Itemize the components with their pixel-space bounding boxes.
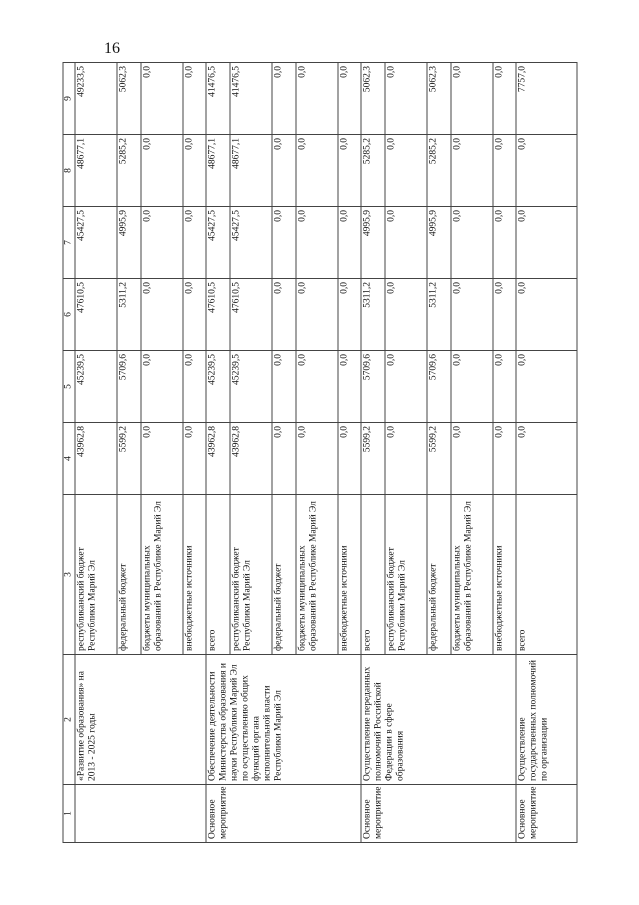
value-cell: 0,0	[182, 422, 206, 494]
value-cell: 0,0	[140, 206, 182, 278]
value-cell: 0,0	[337, 134, 361, 206]
value-cell: 5311,2	[361, 278, 385, 350]
funding-source-cell: федеральный бюджет	[117, 494, 141, 654]
value-cell: 5599,2	[361, 422, 385, 494]
value-cell: 0,0	[492, 62, 516, 134]
value-cell: 0,0	[337, 62, 361, 134]
funding-source-cell: бюджеты муниципальных образований в Республике Марий Эл	[295, 494, 337, 654]
funding-source-cell: республиканский бюджет Республики Марий Эл	[75, 494, 117, 654]
table-header-row	[63, 62, 75, 842]
value-cell: 7757,0	[516, 62, 577, 134]
value-cell: 0,0	[337, 206, 361, 278]
budget-table-container	[62, 63, 577, 843]
value-cell: 0,0	[337, 278, 361, 350]
value-cell: 0,0	[516, 422, 577, 494]
value-cell: 41476,5	[206, 62, 230, 134]
value-cell: 0,0	[140, 350, 182, 422]
activity-type-cell: Основное мероприятие	[361, 784, 516, 842]
column-header: 7	[63, 206, 75, 278]
table-row	[75, 62, 117, 842]
value-cell: 0,0	[272, 350, 296, 422]
value-cell: 0,0	[272, 206, 296, 278]
value-cell: 0,0	[384, 278, 426, 350]
value-cell: 0,0	[492, 350, 516, 422]
value-cell: 0,0	[384, 422, 426, 494]
activity-name-cell: «Развитие образования» на 2013 - 2025 годы	[75, 654, 206, 784]
funding-source-cell: всего	[516, 494, 577, 654]
value-cell: 0,0	[516, 350, 577, 422]
value-cell: 0,0	[492, 278, 516, 350]
column-header: 1	[63, 784, 75, 842]
value-cell: 0,0	[450, 350, 492, 422]
table-row	[516, 62, 577, 842]
value-cell: 4995,9	[427, 206, 451, 278]
value-cell: 45427,5	[229, 206, 271, 278]
value-cell: 0,0	[272, 278, 296, 350]
value-cell: 0,0	[516, 134, 577, 206]
value-cell: 5062,3	[361, 62, 385, 134]
value-cell: 0,0	[450, 206, 492, 278]
column-header: 5	[63, 350, 75, 422]
value-cell: 4995,9	[361, 206, 385, 278]
value-cell: 0,0	[450, 62, 492, 134]
table-body	[75, 62, 577, 842]
value-cell: 5599,2	[117, 422, 141, 494]
value-cell: 45239,5	[75, 350, 117, 422]
value-cell: 0,0	[450, 278, 492, 350]
value-cell: 0,0	[182, 206, 206, 278]
value-cell: 0,0	[182, 134, 206, 206]
value-cell: 5285,2	[427, 134, 451, 206]
table-row	[206, 62, 230, 842]
value-cell: 45239,5	[229, 350, 271, 422]
column-header: 2	[63, 654, 75, 784]
value-cell: 0,0	[492, 134, 516, 206]
value-cell: 0,0	[384, 62, 426, 134]
value-cell: 0,0	[295, 422, 337, 494]
value-cell: 0,0	[182, 350, 206, 422]
value-cell: 0,0	[492, 206, 516, 278]
activity-type-cell: Основное мероприятие	[516, 784, 577, 842]
value-cell: 43962,8	[206, 422, 230, 494]
value-cell: 47610,5	[229, 278, 271, 350]
value-cell: 0,0	[295, 134, 337, 206]
value-cell: 0,0	[140, 278, 182, 350]
value-cell: 48677,1	[75, 134, 117, 206]
value-cell: 5709,6	[361, 350, 385, 422]
funding-source-cell: республиканский бюджет Республики Марий Эл	[384, 494, 426, 654]
value-cell: 0,0	[140, 422, 182, 494]
value-cell: 0,0	[295, 278, 337, 350]
value-cell: 5709,6	[117, 350, 141, 422]
activity-name-cell: Обеспечение деятельности Министерства образования и науки Республики Марий Эл по осуществлению общих функций органа исполнительной власти Республики Марий Эл	[206, 654, 361, 784]
value-cell: 0,0	[295, 62, 337, 134]
value-cell: 5285,2	[117, 134, 141, 206]
value-cell: 48677,1	[206, 134, 230, 206]
funding-source-cell: всего	[206, 494, 230, 654]
value-cell: 5311,2	[427, 278, 451, 350]
activity-type-cell	[75, 784, 206, 842]
funding-source-cell: внебюджетные источники	[337, 494, 361, 654]
value-cell: 47610,5	[206, 278, 230, 350]
funding-source-cell: федеральный бюджет	[427, 494, 451, 654]
funding-source-cell: федеральный бюджет	[272, 494, 296, 654]
funding-source-cell: внебюджетные источники	[182, 494, 206, 654]
value-cell: 0,0	[384, 134, 426, 206]
value-cell: 43962,8	[75, 422, 117, 494]
column-header: 4	[63, 422, 75, 494]
value-cell: 49233,5	[75, 62, 117, 134]
value-cell: 4995,9	[117, 206, 141, 278]
value-cell: 0,0	[272, 422, 296, 494]
value-cell: 0,0	[272, 134, 296, 206]
value-cell: 0,0	[516, 278, 577, 350]
activity-name-cell: Осуществление переданных полномочий Российской Федерации в сфере образования	[361, 654, 516, 784]
value-cell: 0,0	[295, 206, 337, 278]
value-cell: 45239,5	[206, 350, 230, 422]
value-cell: 5285,2	[361, 134, 385, 206]
value-cell: 47610,5	[75, 278, 117, 350]
value-cell: 0,0	[182, 62, 206, 134]
funding-source-cell: республиканский бюджет Республики Марий Эл	[229, 494, 271, 654]
value-cell: 5062,3	[427, 62, 451, 134]
value-cell: 5599,2	[427, 422, 451, 494]
activity-name-cell: Осуществление государственных полномочий по организации	[516, 654, 577, 784]
column-header: 9	[63, 62, 75, 134]
column-header: 6	[63, 278, 75, 350]
funding-source-cell: бюджеты муниципальных образований в Республике Марий Эл	[140, 494, 182, 654]
value-cell: 0,0	[295, 350, 337, 422]
table-row	[361, 62, 385, 842]
value-cell: 0,0	[384, 350, 426, 422]
value-cell: 0,0	[492, 422, 516, 494]
value-cell: 43962,8	[229, 422, 271, 494]
value-cell: 0,0	[337, 422, 361, 494]
value-cell: 41476,5	[229, 62, 271, 134]
value-cell: 0,0	[140, 134, 182, 206]
budget-table	[62, 62, 577, 843]
value-cell: 5709,6	[427, 350, 451, 422]
value-cell: 0,0	[337, 350, 361, 422]
value-cell: 0,0	[516, 206, 577, 278]
value-cell: 0,0	[140, 62, 182, 134]
funding-source-cell: внебюджетные источники	[492, 494, 516, 654]
value-cell: 0,0	[450, 134, 492, 206]
value-cell: 5311,2	[117, 278, 141, 350]
value-cell: 0,0	[182, 278, 206, 350]
activity-type-cell: Основное мероприятие	[206, 784, 361, 842]
column-header: 8	[63, 134, 75, 206]
value-cell: 0,0	[384, 206, 426, 278]
column-header: 3	[63, 494, 75, 654]
value-cell: 45427,5	[75, 206, 117, 278]
value-cell: 0,0	[450, 422, 492, 494]
value-cell: 5062,3	[117, 62, 141, 134]
value-cell: 48677,1	[229, 134, 271, 206]
value-cell: 45427,5	[206, 206, 230, 278]
funding-source-cell: всего	[361, 494, 385, 654]
value-cell: 0,0	[272, 62, 296, 134]
funding-source-cell: бюджеты муниципальных образований в Республике Марий Эл	[450, 494, 492, 654]
page-number: 16	[104, 40, 120, 57]
